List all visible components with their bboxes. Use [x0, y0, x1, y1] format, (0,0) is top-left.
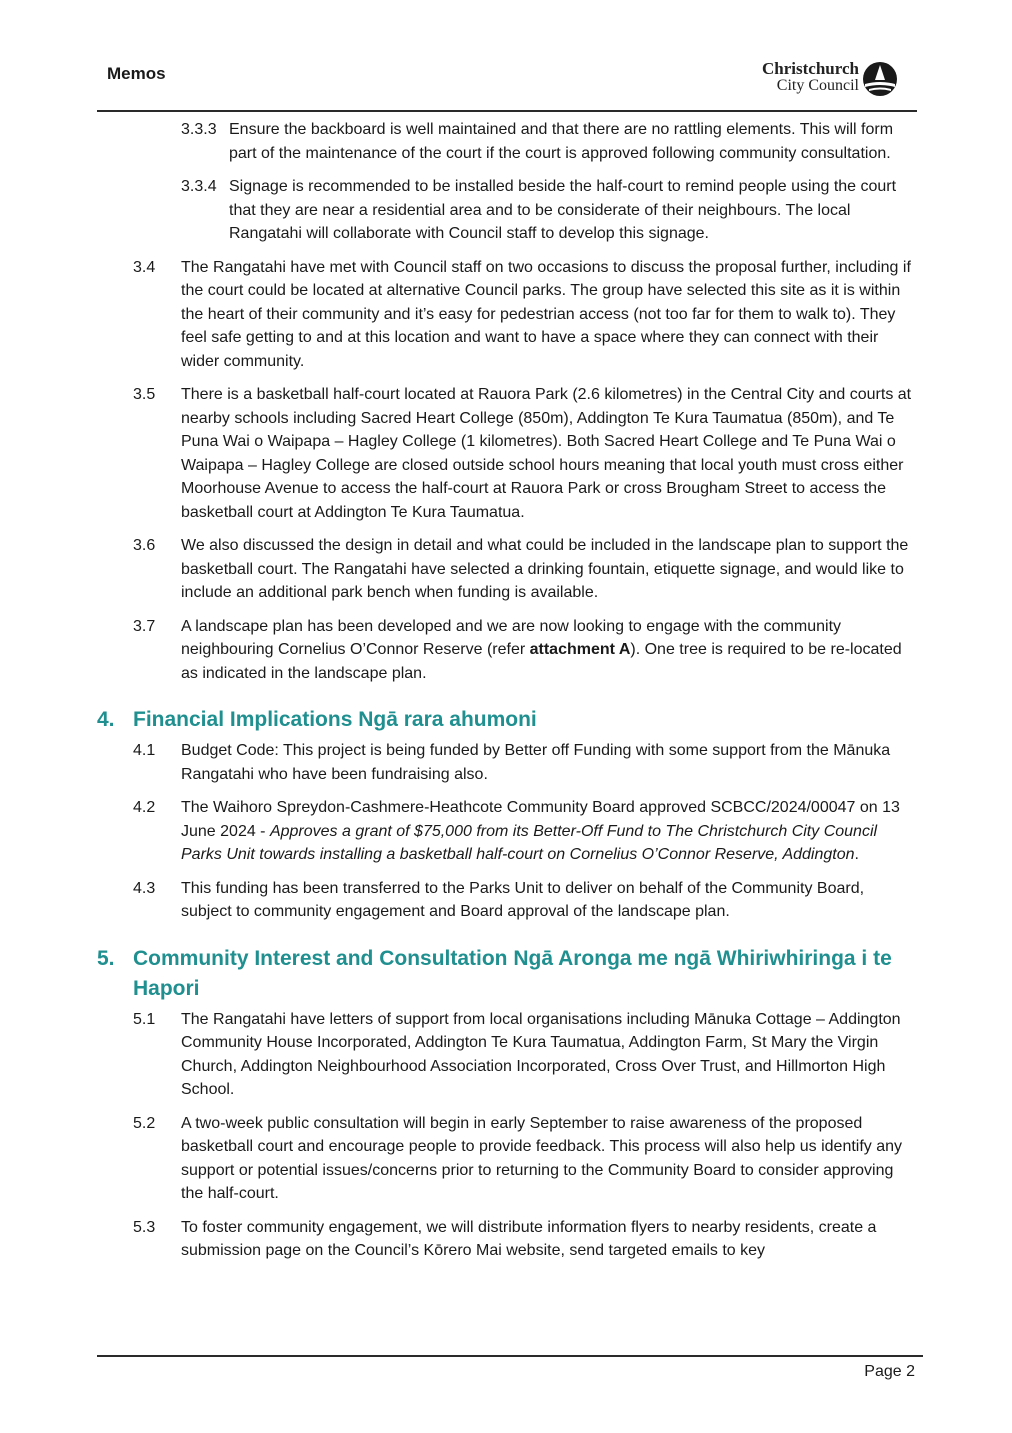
item-text: Budget Code: This project is being funded by Better off Funding with some support from the Mānuka Rangatahi who have been fundraising also. [181, 742, 891, 783]
section-number: 4. [97, 708, 115, 731]
item-text: There is a basketball half-court located at Rauora Park (2.6 kilometres) in the Central City and courts at nearby schools including Sacred Heart College (850m), Addington Te Kura Taumatua (850m), and Te Puna Wai o Waipapa – Hagley College (1 kilometres). Both Sacred Heart College and Te Puna Wai o Waipapa – Hagley College are closed outside school hours meaning that local youth must cross either Moorhouse Avenue to access the half-court at Rauora Park or cross Brougham Street to access the basketball court at Addington Te Kura Taumatua. [181, 386, 912, 521]
attachment-reference: attachment A [529, 641, 631, 658]
resolution-quote: Approves a grant of $75,000 from its Better-Off Fund to The Christchurch City Council Parks Unit towards installing a basketball half-court on Cornelius O’Connor Reserve, Addington [181, 822, 878, 863]
item-number: 4.2 [133, 799, 156, 816]
item-text: The Rangatahi have letters of support from local organisations including Mānuka Cottage – Addington Community House Incorporated, Addington Te Kura Taumatua, Addington Farm, St Mary the Virgin Church, Addington Neighbourhood Association Incorporated, Cross Over Trust, and Hillmorton High School. [181, 1010, 901, 1098]
section-number: 5. [97, 946, 115, 970]
list-item [97, 118, 919, 165]
item-text [181, 615, 919, 686]
page-footer [97, 1355, 923, 1380]
item-text-part: The Waihoro Spreydon-Cashmere-Heathcote Community Board approved SCBCC/2024/00047 on 13 June 2024 - [181, 799, 900, 840]
list-item [97, 1112, 919, 1206]
list-item [97, 383, 919, 524]
page-number: Page 2 [864, 1363, 915, 1380]
item-text: We also discussed the design in detail and what could be included in the landscape plan to support the basketball court. The Rangatahi have selected a drinking fountain, etiquette signage, and would like to include an additional park bench when funding is available. [181, 537, 909, 601]
list-item [97, 1216, 919, 1263]
list-item [97, 256, 919, 374]
section-heading-5 [97, 944, 919, 1004]
section-title: Financial Implications Ngā rara ahumoni [133, 708, 537, 731]
item-number: 3.3.4 [181, 178, 217, 195]
cathedral-logo-icon [861, 60, 899, 98]
item-number: 4.1 [133, 742, 156, 759]
council-logo-text [762, 60, 859, 94]
item-number: 3.7 [133, 617, 156, 635]
header-title: Memos [107, 64, 166, 83]
section-title: Community Interest and Consultation Ngā Aronga me ngā Whiriwhiringa i te Hapori [133, 946, 892, 1000]
page-header [97, 56, 917, 112]
list-item [97, 615, 919, 686]
item-number: 5.3 [133, 1218, 156, 1236]
item-number: 3.4 [133, 258, 156, 276]
list-item [97, 796, 919, 867]
list-item [97, 175, 919, 246]
item-text-part: ). One tree is required to be re-located as indicated in the landscape plan. [181, 641, 902, 682]
item-number: 5.1 [133, 1010, 156, 1028]
memo-body [97, 118, 919, 1273]
item-text: This funding has been transferred to the Parks Unit to deliver on behalf of the Community Board, subject to community engagement and Board approval of the landscape plan. [181, 879, 865, 920]
item-text: To foster community engagement, we will distribute information flyers to nearby residents, create a submission page on the Council’s Kōrero Mai website, send targeted emails to key [181, 1218, 877, 1259]
list-item [97, 739, 919, 786]
item-text: A two-week public consultation will begin in early September to raise awareness of the proposed basketball court and encourage people to provide feedback. This process will also help us identify any support or potential issues/concerns prior to returning to the Community Board to consider approving the half-court. [181, 1114, 903, 1202]
item-number: 4.3 [133, 879, 156, 897]
item-number: 3.5 [133, 386, 156, 403]
item-text-part: . [854, 846, 859, 863]
logo-line2: City Council [776, 77, 859, 94]
logo-line1: Christchurch [762, 59, 859, 78]
item-text: Signage is recommended to be installed beside the half-court to remind people using the court that they are near a residential area and to be considerate of their neighbours. The local Rangatahi will collaborate with Council staff to develop this signage. [229, 178, 897, 242]
item-text: The Rangatahi have met with Council staff on two occasions to discuss the proposal further, including if the court could be located at alternative Council parks. The group have selected this site as it is within the heart of their community and it’s easy for pedestrian access (not too far for them to walk to). They feel safe getting to and at this location and want to have a space where they can connect with their wider community. [181, 258, 911, 370]
item-text [181, 796, 919, 867]
list-item [97, 1008, 919, 1102]
item-number: 5.2 [133, 1114, 156, 1132]
list-item [97, 877, 919, 924]
item-number: 3.6 [133, 537, 156, 554]
item-text: Ensure the backboard is well maintained and that there are no rattling elements. This will form part of the maintenance of the court if the court is approved following community consultation. [229, 121, 894, 162]
section-heading-4 [97, 705, 919, 735]
item-number: 3.3.3 [181, 121, 217, 138]
list-item [97, 534, 919, 605]
item-text-part: A landscape plan has been developed and we are now looking to engage with the community neighbouring Cornelius O’Connor Reserve (refer [181, 617, 842, 658]
